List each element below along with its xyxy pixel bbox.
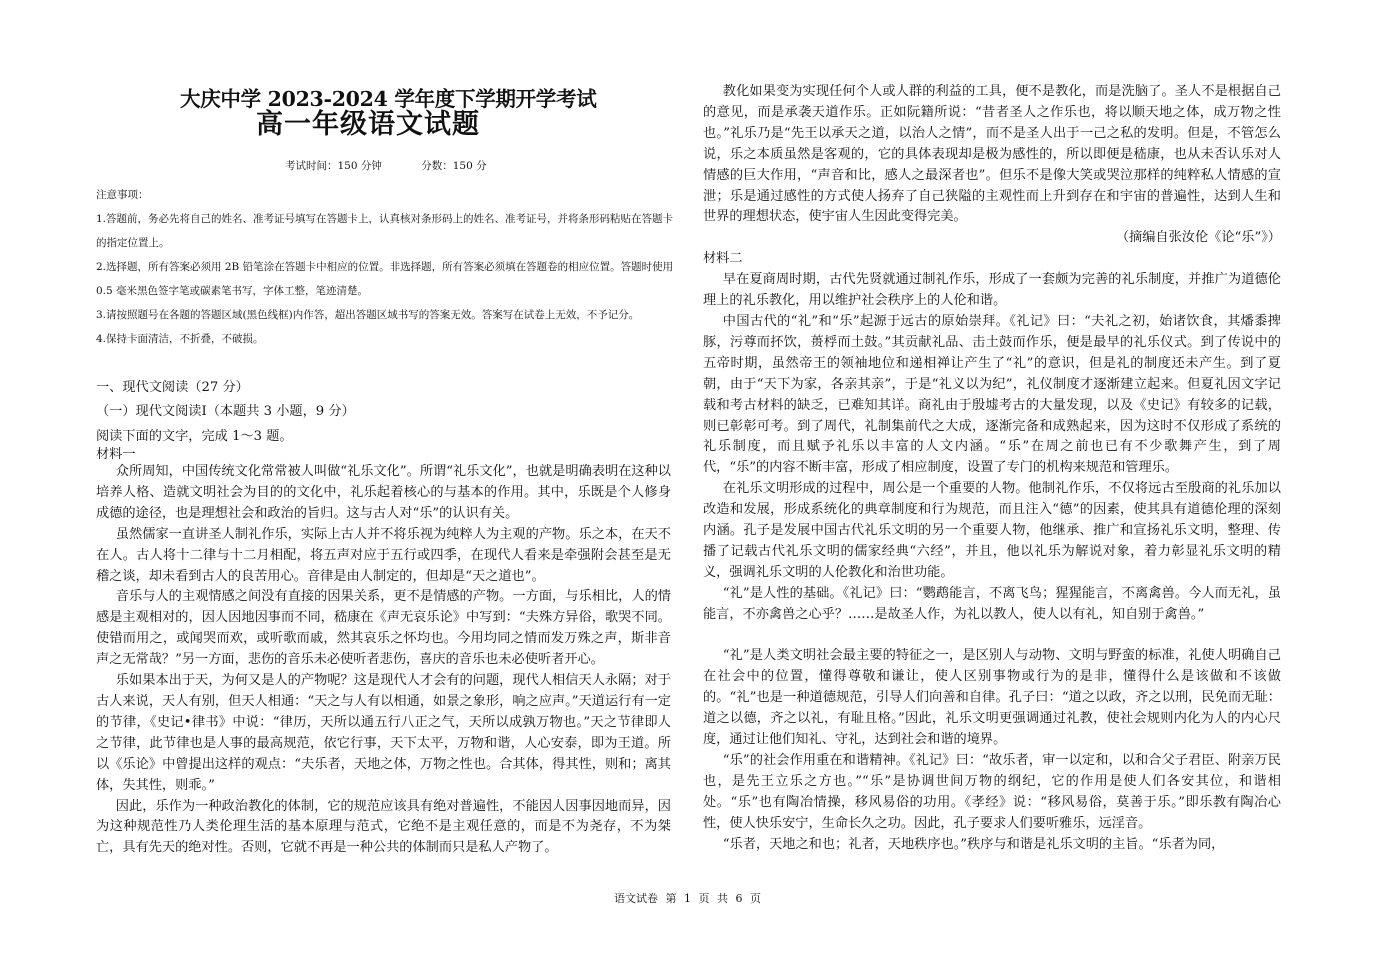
footer-label: 语文试卷 — [614, 892, 658, 905]
material-1-label: 材料一 — [96, 447, 136, 462]
paragraph: 早在夏商周时期，古代先贤就通过制礼作乐，形成了一套颇为完善的礼乐制度，并推广为道德伦理上的礼乐教化，用以维护社会秩序上的人伦和谐。 — [703, 272, 1281, 309]
notice-block — [96, 183, 678, 351]
paragraph: 众所周知，中国传统文化常常被人叫做“礼乐文化”。所谓“礼乐文化”，也就是明确表明在这种以培养人格、造就文明社会为目的的文化中，礼乐起着核心的与基本的作用。其中，乐既是个人修身成德的途径，也是理想社会和政治的旨归。这与古人对“乐”的认识有关。 — [96, 464, 671, 521]
footer-word: 页 — [750, 892, 761, 905]
exam-title: 大庆中学 2023-2024 学年度下学期开学考试 — [180, 87, 597, 111]
blank-line — [703, 626, 1281, 647]
paragraph: “礼”是人类文明社会最主要的特征之一，是区别人与动物、文明与野蛮的标准，礼使人明确自己在社会中的位置，懂得尊敬和谦让，使人区别事物或行为的是非，懂得什么是该做和不该做的。“礼”也是一种道德规范，引导人们向善和自律。孔子曰：“道之以政，齐之以刑，民免而无耻：道之以德，齐之以礼，有耻且格。”因此，礼乐文明更强调通过礼教，使社会规则内化为人的内心尺度，通过让他们知礼、守礼，达到社会和谐的境界。 — [703, 648, 1281, 748]
notice-item: 2.选择题，所有答案必须用 2B 铅笔涂在答题卡中相应的位置。非选择题，所有答案必须填在答题卷的相应位置。答题时使用 0.5 毫米黑色签字笔或碳素笔书写，字体工整，笔迹清楚。 — [96, 261, 674, 297]
paragraph: 乐如果本出于天，为何又是人的产物呢？这是现代人才会有的问题，现代人相信天人永隔；对于古人来说，天人有别，但天人相通：“天之与人有以相通，如景之象形，响之应声。”天道运行有一定的节律，《史记•律书》中说：“律历，天所以通五行八正之气，天所以成孰万物也。”天之节律即人之节律，此节律也是人事的最高规范，依它行事，天下太平，万物和谐，人心安泰，即为王道。所以《乐论》中曾提出这样的观点：“夫乐者，天地之体，万物之性也。合其体，得其性，则和；离其体，失其性，则乖。” — [96, 673, 671, 793]
notice-item: 1.答题前，务必先将自己的姓名、准考证号填写在答题卡上，认真核对条形码上的姓名、准考证号，并将条形码粘贴在答题卡的指定位置上。 — [96, 213, 674, 249]
exam-meta — [285, 158, 523, 173]
paragraph: 音乐与人的主观情感之间没有直接的因果关系，更不是情感的产物。一方面，与乐相比，人的情感是主观相对的，因人因地因事而不同，嵇康在《声无哀乐论》中写到：“夫殊方异俗，歌哭不同。使错而用之，或闻哭而欢，或听歌而戚，然其哀乐之怀均也。今用均同之情而发万殊之声，斯非音声之无常哉？”另一方面，悲伤的音乐未必使听者悲伤，喜庆的音乐也未必使听者开心。 — [96, 589, 671, 668]
material-2-label: 材料二 — [703, 251, 743, 267]
subsection-heading: （一）现代文阅读Ⅰ（本题共 3 小题，9 分） — [96, 404, 355, 419]
page-number: 1 — [684, 892, 691, 905]
paragraph: 虽然儒家一直讲圣人制礼作乐，实际上古人并不将乐视为纯粹人为主观的产物。乐之本，在天不在人。古人将十二律与十二月相配，将五声对应于五行或四季，在现代人看来是牵强附会甚至是无稽之谈，却未看到古人的良苦用心。音律是由人制定的，但却是“天之道也”。 — [96, 526, 671, 584]
footer-word: 共 — [717, 892, 728, 905]
paragraph: 教化如果变为实现任何个人或人群的利益的工具，便不是教化，而是洗脑了。圣人不是根据自己的意见，而是承袭天道作乐。正如阮籍所说：“昔者圣人之作乐也，将以顺天地之体，成万物之性也。”礼乐乃是“先王以承天之道，以治人之情”，而不是圣人出于一己之私的发明。但是，不管怎么说，乐之本质虽然是客观的，它的具体表现却是极为感性的，所以即便是嵇康，也从未否认乐对人情感的巨大作用，“声音和比，感人之最深者也”。但乐不是像大笑或哭泣那样的纯粹私人情感的宣泄；乐是通过感性的方式使人扬弃了自己狭隘的主观性而上升到存在和宇宙的普遍性，达到人生和世界的理想状态，使宇宙人生因此变得完美。 — [703, 84, 1281, 225]
exam-time: 考试时间：150 分钟 — [285, 160, 382, 172]
paragraph: 因此，乐作为一种政治教化的体制，它的规范应该具有绝对普遍性，不能因人因事因地而异，因为这种规范性乃人类伦理生活的基本原理与范式，它绝不是主观任意的，而是不为尧存，不为桀亡，具有先天的绝对性。否则，它就不再是一种公共的体制而只是私人产物了。 — [96, 798, 671, 856]
source-note: （摘编自张汝伦《论“乐”》） — [1115, 230, 1281, 246]
footer-word: 第 — [665, 892, 677, 905]
exam-subtitle: 高一年级语文试题 — [256, 109, 480, 140]
paragraph: “礼”是人性的基础。《礼记》曰：“鹦鹉能言，不离飞鸟；猩猩能言，不离禽兽。今人而无礼，虽能言，不亦禽兽之心乎？……是故圣人作，为礼以教人，使人以有礼，知自别于禽兽。” — [703, 585, 1281, 622]
exam-score: 分数：150 分 — [421, 160, 487, 172]
notice-item: 4.保持卡面清洁，不折叠，不破损。 — [96, 333, 264, 345]
paragraph: 在礼乐文明形成的过程中，周公是一个重要的人物。他制礼作乐，不仅将远古至殷商的礼乐加以改造和发展，形成系统化的典章制度和行为规范，而且注入“德”的因素，使其具有道德伦理的深刻内涵。孔子是发展中国古代礼乐文明的另一个重要人物，他继承、推广和宣扬礼乐文明，整理、传播了记载古代礼乐文明的儒家经典“六经”，并且，他以礼乐为解说对象，着力彰显礼乐文明的精义，强调礼乐文明的人伦教化和治世功能。 — [703, 481, 1281, 580]
page-footer — [0, 890, 1375, 906]
paragraph: 中国古代的“礼”和“乐”起源于远古的原始崇拜。《礼记》曰：“夫礼之初，始诸饮食，其燔黍捭豚，污尊而抔饮，蒉桴而土鼓。”其贡献礼品、击土鼓而作乐，便是最早的礼乐仪式。到了传说中的五帝时期，虽然帝王的领袖地位和递相禅让产生了“礼”的意识，但是礼的制度还未产生。到了夏朝，由于“天下为家，各亲其亲”，于是“礼义以为纪”，礼仪制度才逐渐建立起来。但夏礼因文字记载和考古材料的缺乏，已难知其详。商礼由于殷墟考古的大量发现，以及《史记》有较多的记载，则已彰彰可考。到了周代，礼制集前代之大成，逐渐完备和成熟起来，因为这时不仅形成了系统的礼乐制度，而且赋予礼乐以丰富的人文内涵。“乐”在周之前也已有不少歌舞产生，到了周代，“乐”的内容不断丰富，形成了相应制度，设置了专门的机构来规范和管理乐。 — [703, 313, 1281, 476]
left-column-body — [96, 462, 671, 859]
notice-item: 3.请按照题号在各题的答题区域(黑色线框)内作答，超出答题区域书写的答案无效。答案写在试卷上无效，不予记分。 — [96, 309, 640, 321]
paragraph: “乐”的社会作用重在和谐精神。《礼记》曰：“故乐者，审一以定和，以和合父子君臣、附亲万民也，是先王立乐之方也。”“乐”是协调世间万物的纲纪，它的作用是使人们各安其位，和谐相处。“乐”也有陶冶情操，移风易俗的功用。《孝经》说：“移风易俗，莫善于乐。”即乐教有陶冶心性，使人快乐安宁，生命长久之功。因此，孔子要求人们要听雅乐，远淫音。 — [703, 752, 1281, 831]
reading-instruction: 阅读下面的文字，完成 1～3 题。 — [96, 429, 293, 444]
page-total: 6 — [735, 892, 743, 905]
footer-word: 页 — [698, 892, 710, 905]
notice-heading: 注意事项： — [96, 189, 149, 201]
section-heading: 一、现代文阅读（27 分） — [96, 380, 249, 395]
right-column-body — [703, 82, 1281, 856]
paragraph: “乐者，天地之和也；礼者，天地秩序也。”秩序与和谐是礼乐文明的主旨。“乐者为同， — [722, 836, 1225, 852]
